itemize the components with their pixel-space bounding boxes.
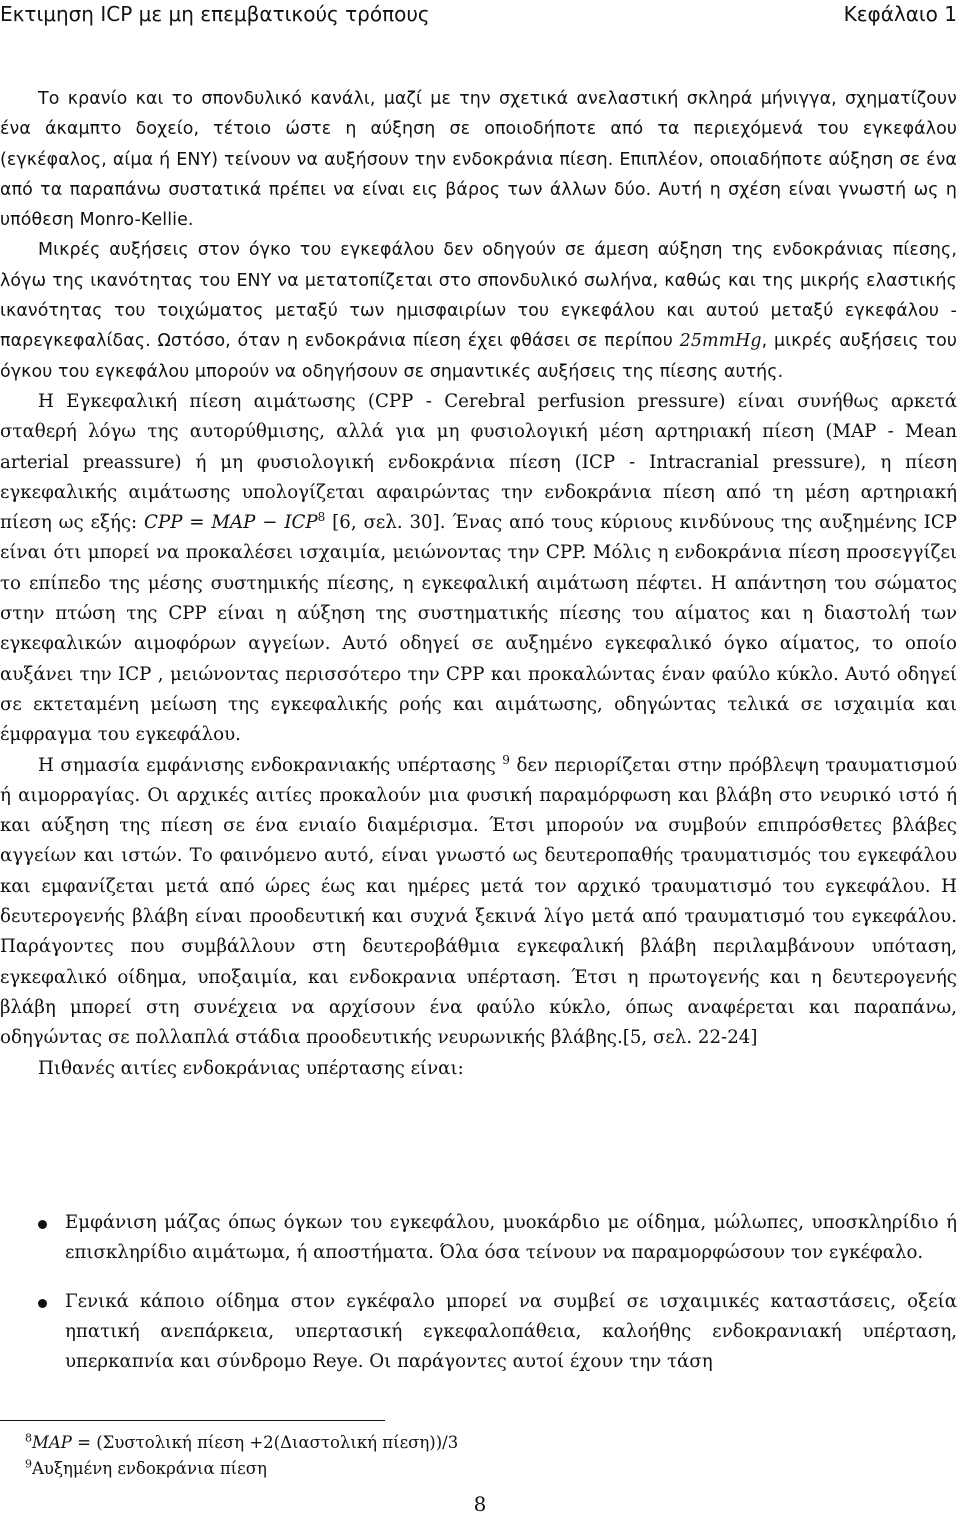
header-title: Εκτιμηση ICP με μη επεμβατικούς τρόπους: [0, 2, 430, 26]
paragraph-hypertension: [0, 751, 957, 1054]
list-item: [0, 1208, 957, 1269]
footnote-text: Αυξημένη ενδοκράνια πίεση: [32, 1459, 267, 1478]
main-text: [0, 84, 957, 1084]
paragraph-text: , μικρές αυξήσεις του όγκου του εγκεφάλου μπορούν να οδηγήσουν σε σημαντικές αυξήσεις της πίεσης αυτής.: [0, 331, 957, 382]
paragraph-text: Η σημασία εμφάνισης ενδοκρανιακής υπέρτασης: [38, 754, 503, 776]
footnote-number: 9: [25, 1457, 32, 1471]
header-chapter: Κεφάλαιο 1: [843, 2, 957, 26]
running-header: [0, 2, 960, 28]
list-item-text: Εμφάνιση μάζας όπως όγκων του εγκεφάλου, μυοκάρδιο με οίδημα, μώλωπες, υποσκληρίδιο ή επισκληρίδιο αιμάτωμα, ή αποστήματα. Όλα όσα τείνουν να παραμορφώσουν τον εγκέφαλο.: [65, 1212, 957, 1264]
math-pressure: 25mmHg: [679, 331, 762, 352]
list-item: [0, 1287, 957, 1378]
footnote-8: [25, 1430, 458, 1456]
paragraph-small-volume-increase: [0, 235, 957, 386]
paragraph-cpp: [0, 387, 957, 751]
paragraph-monro-kellie: Το κρανίο και το σπονδυλικό κανάλι, μαζί με την σχετικά ανελαστική σκληρά μήνιγγα, σχηματίζουν ένα άκαμπτο δοχείο, τέτοιο ώστε η αύξηση σε οποιοδήποτε από τα περιεχόμενά του εγκεφάλου (εγκέφαλος, αίμα ή ΕΝΥ) τείνουν να αυξήσουν την ενδοκράνια πίεση. Επιπλέον, οποιαδήποτε αύξηση σε ένα από τα παραπάνω συστατικά πρέπει να είναι εις βάρος των άλλων δύο. Αυτή η σχέση είναι γνωστή ως η υπόθεση Monro-Kellie.: [0, 89, 957, 231]
bullet-icon: [38, 1299, 47, 1308]
bullet-icon: [38, 1220, 47, 1229]
paragraph-text: Η Εγκεφαλική πίεση αιμάτωσης (CPP - Cerebral perfusion pressure) είναι συνήθως αρκετά σταθερή λόγω της αυτορύθμισης, αλλά για μη φυσιολογική μέση αρτηριακή πίεση (MAP - Mean arterial preassure) ή μη φυσιολογική ενδοκράνια πίεση (ICP - Intracranial pressure), η πίεση εγκεφαλικής αιμάτωσης υπολογίζεται αφαιρώντας την ενδοκράνια πίεση από τη μέση αρτηριακή πίεση ως εξής:: [0, 390, 957, 534]
paragraph-text: [6, σελ. 30]. Ένας από τους κύριους κινδύνους της αυξημένης ICP είναι ότι μπορεί να προκαλέσει ισχαιμία, μειώνοντας την CPP. Μόλις η ενδοκράνια πίεση προσεγγίζει το επίπεδο της μέσης συστημικής πίεσης, η εγκεφαλική αιμάτωση πέφτει. Η απάντηση του σώματος στην πτώση της CPP είναι η αύξηση της συστηματικής πίεσης του αίματος και η διαστολή των εγκεφαλικών αιμοφόρων αγγείων. Αυτό οδηγεί σε αυξημένο εγκεφαλικό όγκο αίματος, το οποίο αυξάνει την ICP , μειώνοντας περισσότερο την CPP και προκαλώντας έναν φαύλο κύκλο. Αυτό οδηγεί σε εκτεταμένη μείωση της εγκεφαλικής ροής και αιμάτωσης, οδηγώντας τελικά σε ισχαιμία και έμφραγμα του εγκεφάλου.: [0, 512, 957, 746]
math-cpp-formula: CPP = MAP − ICP: [144, 512, 318, 534]
footnote-math: MAP =: [32, 1433, 97, 1452]
footnote-number: 8: [25, 1431, 32, 1445]
page-number: 8: [473, 1492, 487, 1516]
footnote-ref-9: 9: [502, 752, 510, 767]
footnote-9: [25, 1456, 458, 1482]
list-item-text: Γενικά κάποιο οίδημα στον εγκέφαλο μπορεί να συμβεί σε ισχαιμικές καταστάσεις, οξεία ηπατική ανεπάρκεια, υπερτασική εγκεφαλοπάθεια, καλοήθης ενδοκρανιακή υπέρταση, υπερκαπνία και σύνδρομο Reye. Οι παράγοντες αυτοί έχουν την τάση: [65, 1290, 957, 1373]
footnote-ref-8: 8: [317, 510, 326, 525]
footnotes: [25, 1430, 458, 1482]
footnote-divider: [0, 1420, 385, 1421]
paragraph-causes-intro: Πιθανές αιτίες ενδοκράνιας υπέρτασης είναι:: [38, 1057, 464, 1079]
causes-list: [0, 1208, 957, 1377]
paragraph-text: Μικρές αυξήσεις στον όγκο του εγκεφάλου δεν οδηγούν σε άμεση αύξηση της ενδοκράνιας πίεσης, λόγω της ικανότητας του ΕΝΥ να μετατοπίζεται στο σπονδυλικό σωλήνα, καθώς και της μικρής ελαστικής ικανότητας του τοιχώματος μεταξύ των ημισφαιρίων του εγκεφάλου και αυτού μεταξύ εγκεφάλου - παρεγκεφαλίδας. Ωστόσο, όταν η ενδοκράνια πίεση έχει φθάσει σε περίπου: [0, 240, 957, 352]
paragraph-text: δεν περιορίζεται στην πρόβλεψη τραυματισμού ή αιμορραγίας. Οι αρχικές αιτίες προκαλούν μια φυσική παραμόρφωση και βλάβη στο νευρικό ιστό ή και αύξηση της πίεση σε ένα ενιαίο διαμέρισμα. Έτσι μπορούν να συμβούν επιπρόσθετες βλάβες αγγείων και ιστών. Το φαινόμενο αυτό, είναι γνωστό ως δευτεροπαθής τραυματισμός του εγκεφάλου και εμφανίζεται μετά από ώρες έως και ημέρες μετά τον αρχικό τραυματισμό του εγκεφάλου. Η δευτερογενής βλάβη είναι προοδευτική και συχνά ξεκινά λίγο μετά από τραυματισμό του εγκεφάλου. Παράγοντες που συμβάλλουν στη δευτεροβάθμια εγκεφαλική βλάβη περιλαμβάνουν υπόταση, εγκεφαλικό οίδημα, υποξαιμία, και ενδοκρανια υπέρταση. Έτσι η πρωτογενής και η δευτερογενής βλάβη μπορεί στη συνέχεια να αρχίσουν ένα φαύλο κύκλο, όπως αναφέρεται και παραπάνω, οδηγώντας σε πολλαπλά στάδια προοδευτικής νευρωνικής βλάβης.[5, σελ. 22-24]: [0, 754, 958, 1049]
footnote-text: (Συστολική πίεση +2(Διαστολική πίεση))/3: [96, 1433, 459, 1452]
